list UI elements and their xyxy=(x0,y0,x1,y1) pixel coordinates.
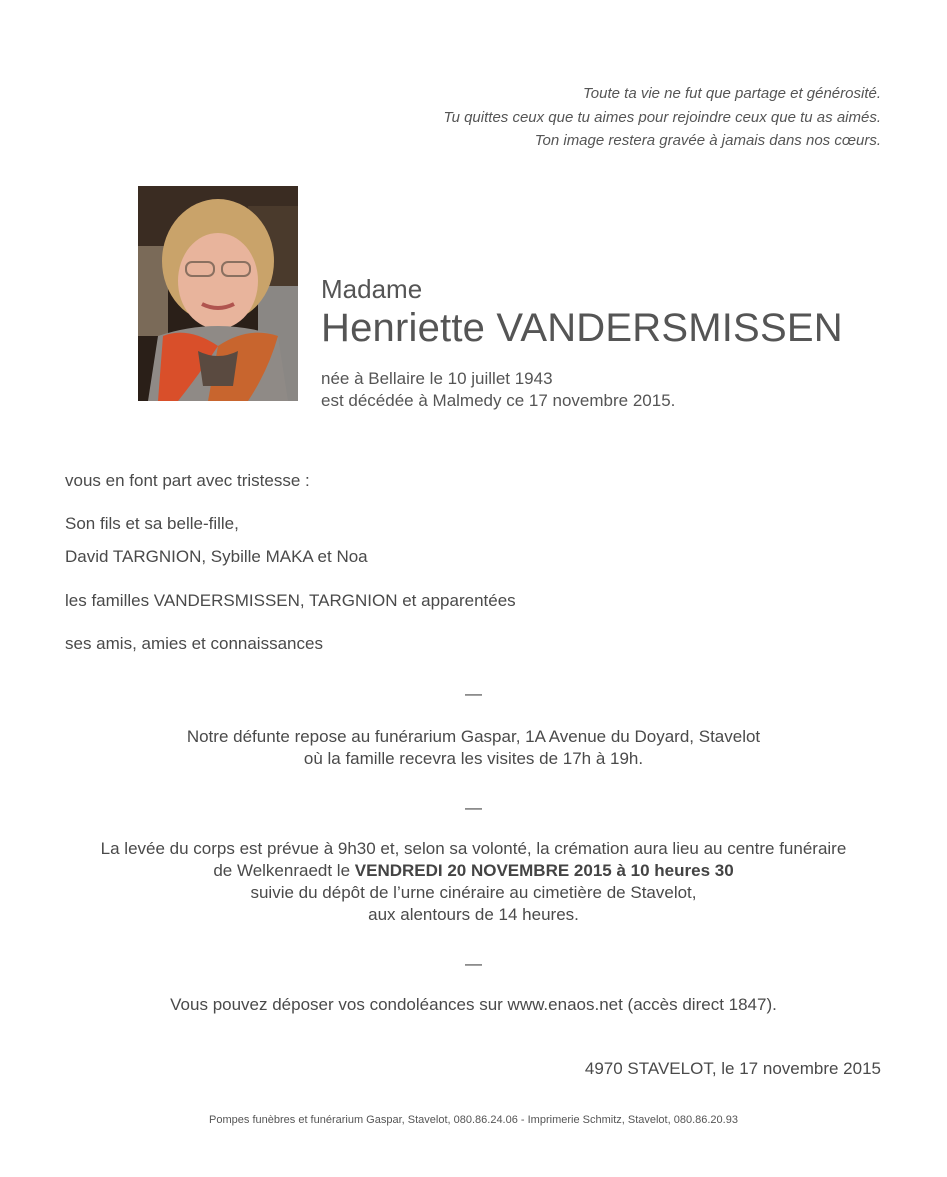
quote-line-3: Ton image restera gravée à jamais dans nos cœurs. xyxy=(534,132,881,149)
quote-line-2: Tu quittes ceux que tu aimes pour rejoindre ceux que tu as aimés. xyxy=(443,108,881,126)
ceremony-line-4: aux alentours de 14 heures. xyxy=(368,905,579,924)
ceremony-line-2 xyxy=(0,860,947,882)
epitaph-quote xyxy=(444,82,881,153)
ceremony-line-1: La levée du corps est prévue à 9h30 et, selon sa volonté, la crémation aura lieu au centre funéraire xyxy=(100,839,847,858)
families-line: les familles VANDERSMISSEN, TARGNION et apparentées xyxy=(65,591,516,610)
son-label: Son fils et sa belle-fille, xyxy=(65,514,239,533)
ceremony-date: VENDREDI 20 NOVEMBRE 2015 à 10 heures 30 xyxy=(354,861,734,880)
deceased-heading xyxy=(321,274,843,412)
ceremony-info xyxy=(0,838,947,926)
death-info: est décédée à Malmedy ce 17 novembre 2015. xyxy=(321,391,676,410)
family-intro: vous en font part avec tristesse : xyxy=(65,471,310,490)
footer-credits: Pompes funèbres et funérarium Gaspar, Stavelot, 080.86.24.06 - Imprimerie Schmitz, Stavelot, 080.86.20.93 xyxy=(209,1114,738,1126)
repose-info xyxy=(0,726,947,770)
honorific: Madame xyxy=(321,274,423,304)
ceremony-line-3: suivie du dépôt de l’urne cinéraire au cimetière de Stavelot, xyxy=(250,883,697,902)
separator-3: — xyxy=(465,954,482,973)
repose-line-1: Notre défunte repose au funérarium Gaspar, 1A Avenue du Doyard, Stavelot xyxy=(186,727,761,746)
son-names: David TARGNION, Sybille MAKA et Noa xyxy=(65,547,368,566)
quote-line-1: Toute ta vie ne fut que partage et générosité. xyxy=(583,85,881,102)
friends-line: ses amis, amies et connaissances xyxy=(65,634,323,653)
portrait-photo xyxy=(138,186,298,401)
deceased-name: Henriette VANDERSMISSEN xyxy=(321,306,843,350)
separator-1: — xyxy=(465,684,482,703)
separator-2: — xyxy=(465,798,482,817)
condolences-text: Vous pouvez déposer vos condoléances sur www.enaos.net (accès direct 1847). xyxy=(170,995,777,1014)
place-date-signature: 4970 STAVELOT, le 17 novembre 2015 xyxy=(584,1059,881,1078)
repose-line-2: où la famille recevra les visites de 17h à 19h. xyxy=(303,749,644,768)
birth-info: née à Bellaire le 10 juillet 1943 xyxy=(321,369,553,388)
life-dates xyxy=(321,368,843,412)
ceremony-line-2-prefix: de Welkenraedt le xyxy=(213,861,355,880)
